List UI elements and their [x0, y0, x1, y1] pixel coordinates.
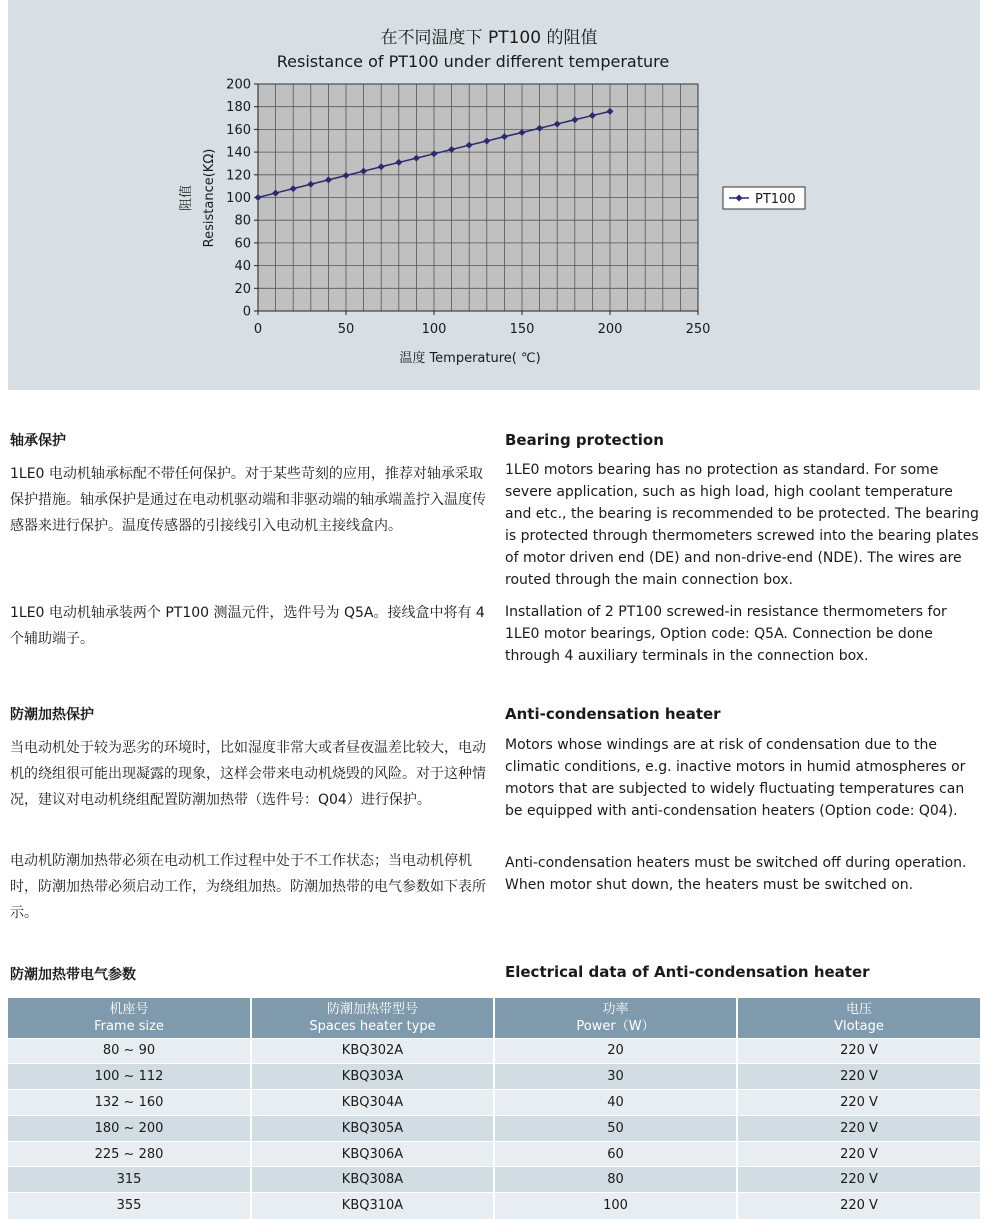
x-tick-label: 50 [337, 322, 355, 337]
header-frame-size: 机座号 Frame size [8, 998, 251, 1038]
heater-paragraph-2-cn: 电动机防潮加热带必须在电动机工作过程中处于不工作状态；当电动机停机时，防潮加热带必须启动工作，为绕组加热。防潮加热带的电气参数如下表所示。 [10, 853, 486, 921]
y-tick-label: 0 [242, 304, 251, 320]
cell-frame-size: 132 ~ 160 [8, 1090, 251, 1116]
chart-title-cn: 在不同温度下 PT100 的阻值 [380, 28, 598, 48]
y-tick-label: 140 [226, 145, 251, 161]
cell-frame-size: 315 [8, 1167, 251, 1193]
heater-paragraph-1-cn: 当电动机处于较为恶劣的环境时，比如湿度非常大或者昼夜温差比较大，电动机的绕组很可能出现凝露的现象，这样会带来电动机烧毁的风险。对于这种情况，建议对电动机绕组配置防潮加热带（选件号：Q04）进行保护。 [10, 740, 486, 808]
table-header-row [8, 998, 980, 1038]
cell-power: 40 [494, 1090, 737, 1116]
pt100-resistance-chart [8, 0, 980, 390]
cell-voltage: 220 V [737, 1193, 980, 1219]
cell-heater-type: KBQ305A [251, 1115, 494, 1141]
cell-heater-type: KBQ308A [251, 1167, 494, 1193]
y-tick-label: 40 [234, 259, 251, 275]
chart-legend [723, 187, 805, 209]
cell-power: 30 [494, 1064, 737, 1090]
bearing-paragraph-1-cn: 1LE0 电动机轴承标配不带任何保护。对于某些苛刻的应用，推荐对轴承采取保护措施。轴承保护是通过在电动机驱动端和非驱动端的轴承端盖拧入温度传感器来进行保护。温度传感器的引接线引入电动机主接线盒内。 [10, 466, 486, 534]
y-tick-label: 160 [226, 122, 251, 138]
chart-title: Resistance of PT100 under different temperature [276, 52, 670, 71]
header-power: 功率 Power（W） [494, 998, 737, 1038]
table-heading-cn: 防潮加热带电气参数 [10, 967, 136, 983]
cell-voltage: 220 V [737, 1064, 980, 1090]
cell-power: 20 [494, 1038, 737, 1064]
legend-label: PT100 [755, 192, 796, 207]
bearing-paragraph-2-cn: 1LE0 电动机轴承装两个 PT100 测温元件，选件号为 Q5A。接线盒中将有 4 个辅助端子。 [10, 605, 485, 647]
heater-electrical-table [8, 998, 980, 1219]
table-heading-en: Electrical data of Anti-condensation heater [505, 963, 870, 981]
bearing-paragraph-2-en: Installation of 2 PT100 screwed-in resistance thermometers for 1LE0 motor bearings, Option code: Q5A. Connection be done through 4 auxiliary terminals in the connection box. [505, 604, 947, 664]
cell-voltage: 220 V [737, 1038, 980, 1064]
cell-voltage: 220 V [737, 1090, 980, 1116]
y-axis-label-cn: 阻值 [179, 184, 194, 212]
cell-power: 100 [494, 1193, 737, 1219]
bearing-paragraph-1-en: 1LE0 motors bearing has no protection as standard. For some severe application, such as high load, high coolant temperature and etc., the bearing is recommended to be protected. The bearing is protected through thermometers screwed into the bearing plates of motor driven end (DE) and non-drive-end (NDE). The wires are routed through the main connection box. [505, 462, 979, 588]
cell-power: 60 [494, 1141, 737, 1167]
cell-frame-size: 80 ~ 90 [8, 1038, 251, 1064]
y-tick-label: 20 [234, 281, 251, 297]
heater-paragraph-1-en: Motors whose windings are at risk of condensation due to the climatic conditions, e.g. inactive motors in humid atmospheres or motors that are subjected to widely fluctuating temperatures can be equipped with anti-condensation heaters (Option code: Q04). [505, 737, 966, 819]
y-tick-label: 80 [234, 213, 251, 229]
cell-voltage: 220 V [737, 1167, 980, 1193]
heater-paragraph-2-en: Anti-condensation heaters must be switched off during operation. When motor shut down, the heaters must be switched on. [505, 855, 967, 893]
table-row [8, 1064, 980, 1090]
x-tick-label: 250 [685, 322, 711, 337]
table-row [8, 1141, 980, 1167]
y-tick-label: 200 [226, 77, 251, 93]
x-tick-label: 150 [509, 322, 535, 337]
cell-power: 50 [494, 1115, 737, 1141]
x-axis-label: 温度 Temperature( ℃) [399, 351, 541, 366]
cell-voltage: 220 V [737, 1115, 980, 1141]
x-tick-label: 200 [597, 322, 623, 337]
cell-frame-size: 225 ~ 280 [8, 1141, 251, 1167]
cell-heater-type: KBQ303A [251, 1064, 494, 1090]
y-tick-label: 180 [226, 100, 251, 116]
heater-heading-cn: 防潮加热保护 [10, 707, 94, 723]
cell-power: 80 [494, 1167, 737, 1193]
y-axis-label: Resistance(KΩ) [202, 148, 217, 248]
cell-heater-type: KBQ306A [251, 1141, 494, 1167]
cell-frame-size: 180 ~ 200 [8, 1115, 251, 1141]
bearing-heading-en: Bearing protection [505, 431, 664, 449]
table-row [8, 1090, 980, 1116]
bearing-heading-cn: 轴承保护 [10, 433, 66, 449]
heater-heading-en: Anti-condensation heater [505, 705, 721, 723]
y-tick-label: 60 [234, 236, 251, 252]
chart-panel [8, 0, 980, 390]
x-tick-label: 0 [253, 322, 263, 337]
y-tick-label: 100 [226, 191, 251, 206]
cell-heater-type: KBQ302A [251, 1038, 494, 1064]
cell-heater-type: KBQ310A [251, 1193, 494, 1219]
table-row [8, 1167, 980, 1193]
header-voltage: 电压 Vlotage [737, 998, 980, 1038]
cell-heater-type: KBQ304A [251, 1090, 494, 1116]
y-tick-label: 120 [226, 168, 251, 184]
plot-area [226, 78, 710, 338]
table-row [8, 1038, 980, 1064]
x-tick-label: 100 [421, 322, 447, 337]
cell-frame-size: 100 ~ 112 [8, 1064, 251, 1090]
header-heater-type: 防潮加热带型号 Spaces heater type [251, 998, 494, 1038]
cell-voltage: 220 V [737, 1141, 980, 1167]
table-row [8, 1193, 980, 1219]
cell-frame-size: 355 [8, 1193, 251, 1219]
table-row [8, 1115, 980, 1141]
